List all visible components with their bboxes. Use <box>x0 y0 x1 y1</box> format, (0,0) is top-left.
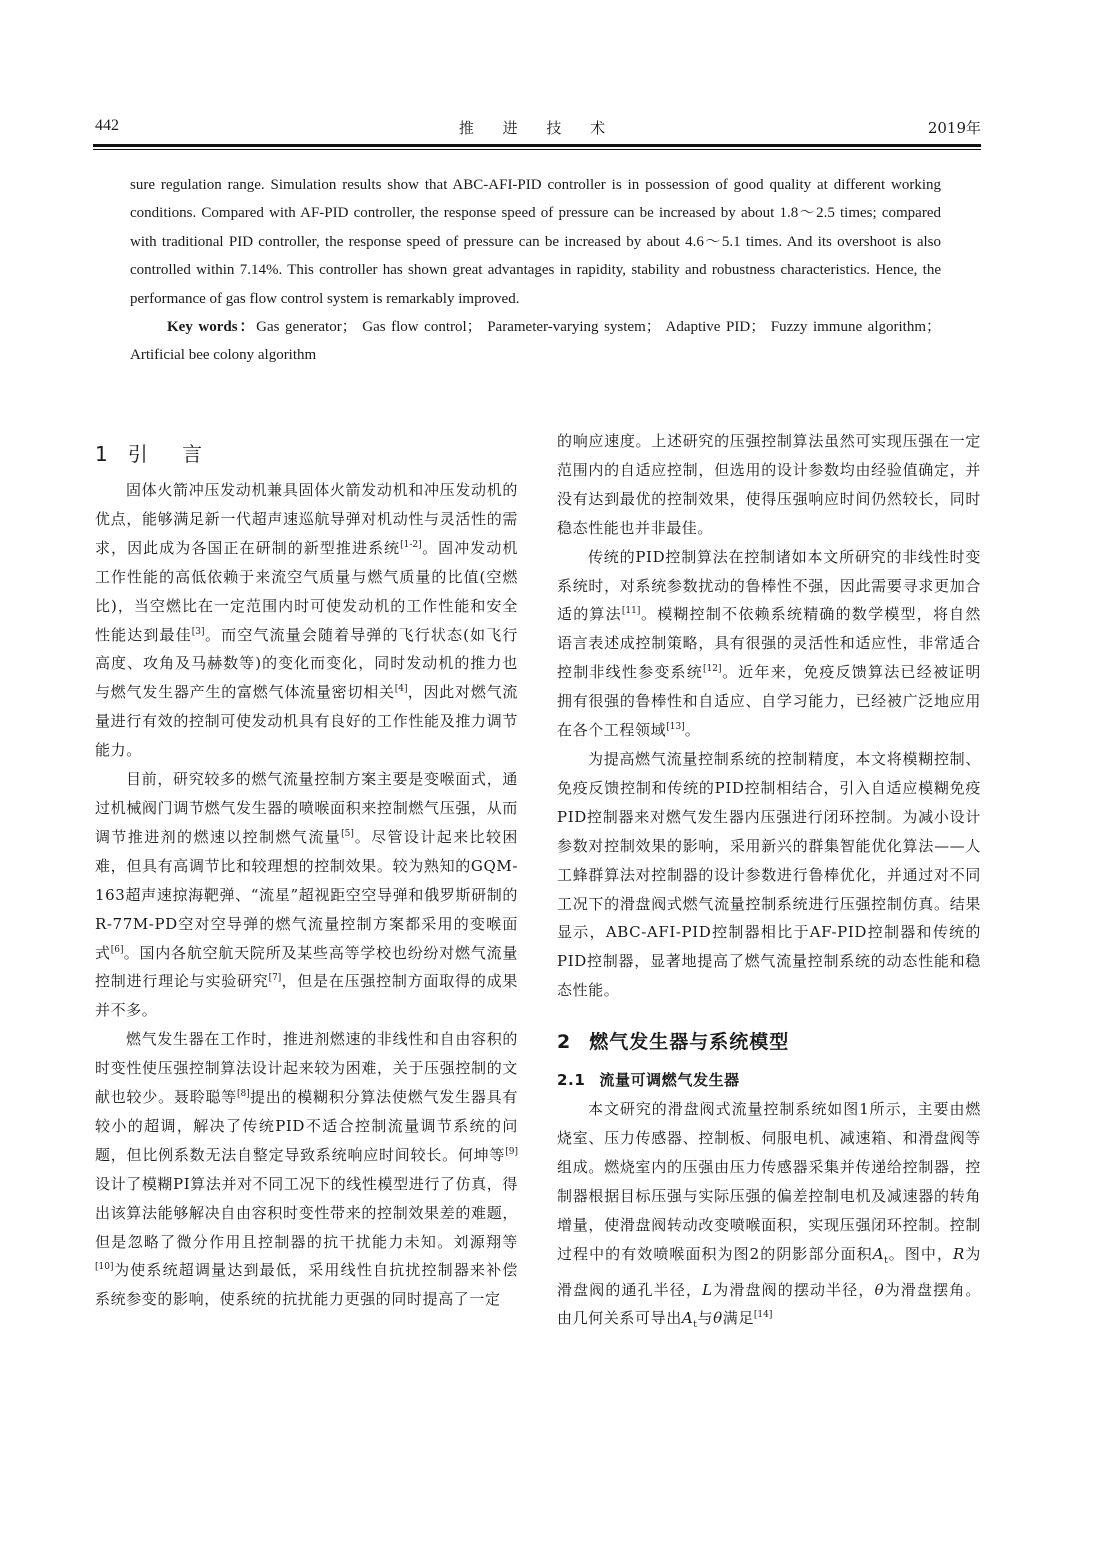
text-run: ，因此对燃气流量进行有效的控制可使发动机具有良好的工作性能及推力调节能力。 <box>95 683 518 760</box>
symbol-A: A <box>872 1244 885 1263</box>
keywords-list: Gas generator； Gas flow control； Parameter-varying system； Adaptive PID； Fuzzy immune algorithm； Artificial bee colony algorithm <box>130 319 942 364</box>
journal-name: 推 进 技 术 <box>458 119 618 137</box>
running-header <box>95 117 981 143</box>
section-number: 1 <box>95 442 110 466</box>
subscript: t <box>693 1320 698 1331</box>
header-rule-thin <box>93 149 981 150</box>
citation: [6] <box>110 944 124 955</box>
citation: [13] <box>666 722 685 733</box>
section-title: 燃气发生器与系统模型 <box>589 1031 790 1054</box>
text-run: 与 <box>697 1309 714 1328</box>
section-1-heading <box>95 432 518 476</box>
text-run: 为使系统超调量达到最低，采用线性自抗扰控制器来补偿系统参变的影响，使系统的抗扰能力更强的同时提高了一定 <box>95 1261 518 1309</box>
citation: [9] <box>505 1146 518 1157</box>
citation: [3] <box>191 626 205 637</box>
paragraph <box>95 476 518 765</box>
section-2-heading <box>557 1019 981 1065</box>
subscript: t <box>884 1255 889 1266</box>
paragraph <box>95 765 518 1025</box>
text-run: 。尽管设计起来比较困难，但具有高调节比和较理想的控制效果。较为熟知的GQM-163超声速掠海靶弹、“流星”超视距空空导弹和俄罗斯研制的R-77M-PD空对空导弹的燃气流量控制方案都采用的变喉面式 <box>95 827 518 962</box>
subsection-title: 流量可调燃气发生器 <box>599 1071 740 1090</box>
english-abstract <box>130 171 941 370</box>
citation: [7] <box>268 973 282 984</box>
symbol-R: R <box>953 1244 965 1263</box>
citation: [12] <box>702 664 722 675</box>
citation: [1-2] <box>400 539 422 550</box>
text-run: 。近年来，免疫反馈算法已经被证明拥有很强的鲁棒性和自适应、自学习能力，已经被广泛地应用在各个工程领域 <box>557 663 981 740</box>
paragraph <box>557 1095 981 1340</box>
subsection-number: 2.1 <box>557 1071 586 1090</box>
keywords <box>130 313 941 370</box>
citation: [5] <box>341 828 354 839</box>
text-run: 。 <box>684 721 701 740</box>
right-column <box>557 427 981 1340</box>
text-run: 本文研究的滑盘阀式流量控制系统如图1所示，主要由燃烧室、压力传感器、控制板、伺服电机、减速箱、和滑盘阀等组成。燃烧室内的压强由压力传感器采集并传递给控制器，控制器根据目标压强与实际压强的偏差控制电机及减速器的转角增量，使滑盘阀转动改变喷喉面积，实现压强闭环控制。控制过程中的有效喷喉面积为图2的阴影部分面积 <box>557 1100 981 1263</box>
citation: [10] <box>95 1262 114 1273</box>
paragraph: 的响应速度。上述研究的压强控制算法虽然可实现压强在一定范围内的自适应控制，但选用的设计参数均由经验值确定，并没有达到最优的控制效果，使得压强响应时间仍然较长，同时稳态性能也并非最佳。 <box>557 432 981 537</box>
text-run: 为滑盘摆角。由几何关系可导出 <box>557 1280 981 1328</box>
text-run: 目前，研究较多的燃气流量控制方案主要是变喉面式，通过机械阀门调节燃气发生器的喷喉面积来控制燃气压强，从而调节推进剂的燃速以控制燃气流量 <box>95 770 518 846</box>
issue-year: 2019年 <box>927 119 981 137</box>
symbol-L: L <box>702 1280 713 1299</box>
text-run: 。国内各航空航天院所及某些高等学校也纷纷对燃气流量控制进行理论与实验研究 <box>95 943 518 991</box>
text-run: 。模糊控制不依赖系统精确的数学模型，将自然语言表述成控制策略，具有很强的灵活性和适应性，非常适合控制非线性参变系统 <box>557 605 981 682</box>
paragraph: 为提高燃气流量控制系统的控制精度，本文将模糊控制、免疫反馈控制和传统的PID控制相结合，引入自适应模糊免疫PID控制器来对燃气发生器内压强进行闭环控制。为减小设计参数对控制效果的影响，采用新兴的群集智能优化算法——人工蜂群算法对控制器的设计参数进行鲁棒优化，并通过对不同工况下的滑盘阀式燃气流量控制系统进行压强控制仿真。结果显示，ABC-AFI-PID控制器相比于AF-PID控制器和传统的PID控制器，显著地提高了燃气流量控制系统的动态性能和稳态性能。 <box>557 749 981 1000</box>
abstract-text: sure regulation range. Simulation results show that ABC-AFI-PID controller is in possession of good quality at different working conditions. Compared with AF-PID controller, the response speed of pressure can be increased by about 1.8～2.5 times; compared with traditional PID controller, the response speed of pressure can be increased by about 4.6～5.1 times. And its overshoot is also controlled within 7.14%. This controller has shown great advantages in rapidity, stability and robustness characteristics. Hence, the performance of gas flow control system is remarkably improved. <box>130 177 941 307</box>
text-run: 。而空气流量会随着导弹的飞行状态(如飞行高度、攻角及马赫数等)的变化而变化，同时发动机的推力也与燃气发生器产生的富燃气体流量密切相关 <box>95 625 518 702</box>
text-run: 传统的PID控制算法在控制诸如本文所研究的非线性时变系统时，对系统参数扰动的鲁棒性不强，因此需要寻求更加合适的算法 <box>557 547 981 624</box>
page-number: 442 <box>95 117 119 134</box>
left-column <box>95 432 518 1314</box>
text-run: ，但是在压强控制方面取得的成果并不多。 <box>95 972 518 1020</box>
paragraph <box>95 1025 518 1314</box>
text-run: 满足 <box>722 1309 754 1328</box>
text-run: 为滑盘阀的摆动半径， <box>712 1280 875 1299</box>
citation: [11] <box>621 606 641 617</box>
text-run: 提出的模糊积分算法使燃气发生器具有较小的超调，解决了传统PID不适合控制流量调节系统的问题，但比例系数无法自整定导致系统响应时间较长。何坤等 <box>95 1088 519 1164</box>
text-run: 为滑盘阀的通孔半径， <box>557 1244 981 1299</box>
text-run: 。固冲发动机工作性能的高低依赖于来流空气质量与燃气质量的比值(空燃比)，当空燃比在一定范围内时可使发动机的工作性能和安全性能达到最佳 <box>95 538 518 644</box>
keywords-label: Key words： <box>167 319 257 336</box>
citation: [14] <box>753 1310 773 1321</box>
symbol-theta: θ <box>713 1309 723 1328</box>
section-number: 2 <box>557 1031 572 1054</box>
header-rule-thick <box>93 144 981 147</box>
text-run: 燃气发生器在工作时，推进剂燃速的非线性和自由容积的时变性使压强控制算法设计起来较为困难，关于压强控制的文献也较少。聂聆聪等 <box>95 1030 518 1107</box>
citation: [8] <box>237 1089 250 1100</box>
citation: [4] <box>394 684 408 695</box>
subsection-2-1-heading <box>557 1065 981 1095</box>
text-run: 设计了模糊PI算法并对不同工况下的线性模型进行了仿真，得出该算法能够解决自由容积时变性带来的控制效果差的难题，但是忽略了微分作用且控制器的抗干扰能力未知。刘源翔等 <box>95 1174 518 1251</box>
symbol-theta: θ <box>874 1280 885 1299</box>
text-run: 固体火箭冲压发动机兼具固体火箭发动机和冲压发动机的优点，能够满足新一代超声速巡航导弹对机动性与灵活性的需求，因此成为各国正在研制的新型推进系统 <box>95 481 518 557</box>
paragraph <box>557 543 981 745</box>
section-title: 引 言 <box>127 442 217 466</box>
symbol-A: A <box>681 1309 694 1328</box>
text-run: 。图中， <box>888 1244 954 1263</box>
